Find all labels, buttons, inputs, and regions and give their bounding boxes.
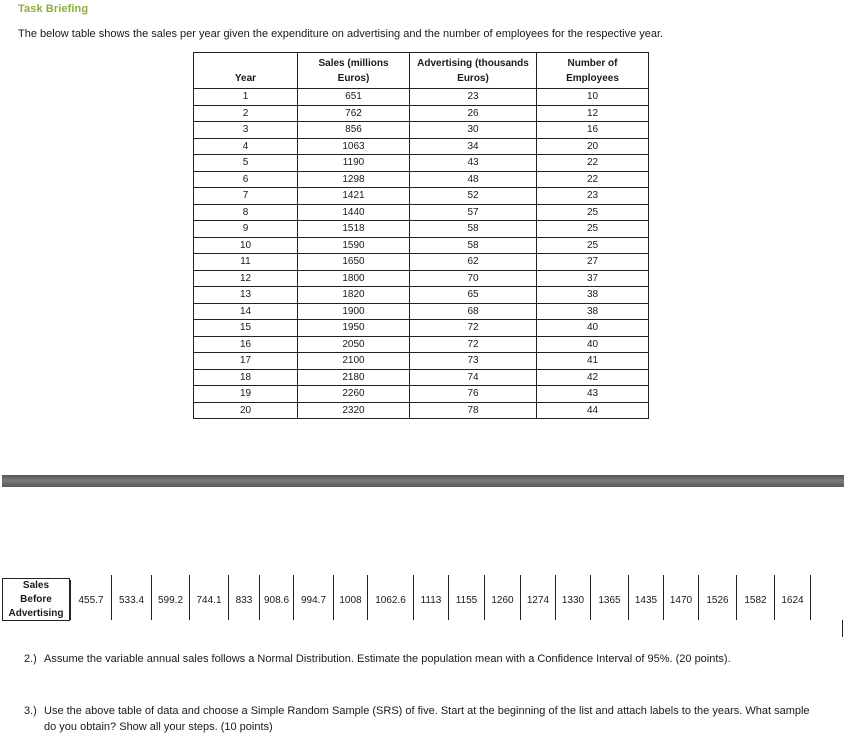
- table-row: [194, 221, 649, 238]
- advertising-cell: 58: [410, 221, 537, 238]
- sales-before-value: 1008: [334, 580, 368, 620]
- table-row: [194, 386, 649, 403]
- year-header-label: Year: [234, 73, 257, 84]
- table-row: [194, 155, 649, 172]
- question-3-text-line2: do you obtain? Show all your steps. (10 points): [44, 721, 273, 733]
- sales-cell: 1650: [298, 254, 410, 271]
- question-2: [24, 651, 731, 667]
- sales-before-value: 1155: [449, 580, 485, 620]
- question-2-text: Assume the variable annual sales follows a Normal Distribution. Estimate the population mean with a Confidence Interval of 95%. (20 points).: [44, 653, 731, 665]
- sales-header-line1: Sales (millions: [318, 57, 389, 69]
- employees-cell: 22: [537, 171, 649, 188]
- advertising-cell: 57: [410, 204, 537, 221]
- sales-cell: 1800: [298, 270, 410, 287]
- employees-cell: 38: [537, 303, 649, 320]
- table-row: [194, 270, 649, 287]
- question-2-number: 2.): [24, 653, 37, 665]
- employees-cell: 25: [537, 204, 649, 221]
- advertising-cell: 74: [410, 369, 537, 386]
- employees-cell: 44: [537, 402, 649, 419]
- sales-cell: 2180: [298, 369, 410, 386]
- table-row: [194, 369, 649, 386]
- employees-cell: 25: [537, 221, 649, 238]
- advertising-cell: 26: [410, 105, 537, 122]
- sales-before-value: 1624: [775, 580, 811, 620]
- sales-cell: 1298: [298, 171, 410, 188]
- year-cell: 14: [194, 303, 298, 320]
- year-cell: 17: [194, 353, 298, 370]
- table-row: [194, 303, 649, 320]
- table-row: [194, 353, 649, 370]
- employees-cell: 41: [537, 353, 649, 370]
- advertising-header-line2: Euros): [457, 72, 489, 84]
- table-row: [194, 188, 649, 205]
- year-cell: 19: [194, 386, 298, 403]
- advertising-cell: 62: [410, 254, 537, 271]
- sales-cell: 1820: [298, 287, 410, 304]
- year-header: [194, 53, 298, 89]
- sales-before-value: 1526: [699, 580, 737, 620]
- sales-before-value: 533.4: [112, 580, 152, 620]
- advertising-cell: 34: [410, 138, 537, 155]
- sales-label-line1: Sales: [22, 580, 50, 591]
- advertising-cell: 30: [410, 122, 537, 139]
- employees-cell: 22: [537, 155, 649, 172]
- year-cell: 16: [194, 336, 298, 353]
- year-cell: 7: [194, 188, 298, 205]
- employees-cell: 10: [537, 89, 649, 106]
- advertising-cell: 76: [410, 386, 537, 403]
- sales-label-line3: Advertising: [8, 608, 64, 619]
- question-3-text-line1: Use the above table of data and choose a Simple Random Sample (SRS) of five. Start at the beginning of the list and attach labels to the years. What sample: [44, 705, 810, 717]
- sales-label-line2: Before: [20, 594, 52, 605]
- table-row: [194, 237, 649, 254]
- table-row: [194, 287, 649, 304]
- employees-cell: 42: [537, 369, 649, 386]
- advertising-cell: 78: [410, 402, 537, 419]
- sales-cell: 1590: [298, 237, 410, 254]
- sales-cell: 651: [298, 89, 410, 106]
- sales-cell: 1190: [298, 155, 410, 172]
- sales-before-value: 1274: [521, 580, 556, 620]
- year-cell: 9: [194, 221, 298, 238]
- sales-before-value: 1062.6: [368, 580, 414, 620]
- table-row: [194, 122, 649, 139]
- employees-cell: 27: [537, 254, 649, 271]
- sales-before-value: 1260: [485, 580, 521, 620]
- sales-before-value: 1365: [591, 580, 629, 620]
- sales-before-value: 1470: [664, 580, 699, 620]
- table-row: [194, 204, 649, 221]
- advertising-header-line1: Advertising (thousands: [417, 57, 529, 69]
- sales-cell: 1063: [298, 138, 410, 155]
- year-cell: 20: [194, 402, 298, 419]
- intro-text: The below table shows the sales per year given the expenditure on advertising and the number of employees for the respective year.: [18, 28, 664, 40]
- year-cell: 4: [194, 138, 298, 155]
- advertising-cell: 72: [410, 320, 537, 337]
- employees-header-line2: Employees: [566, 72, 619, 84]
- employees-cell: 40: [537, 320, 649, 337]
- sales-cell: 1950: [298, 320, 410, 337]
- table-header-row: [194, 53, 649, 89]
- year-cell: 11: [194, 254, 298, 271]
- sales-data-table: [193, 52, 649, 419]
- sales-cell: 1900: [298, 303, 410, 320]
- advertising-cell: 68: [410, 303, 537, 320]
- advertising-cell: 73: [410, 353, 537, 370]
- table-row: [194, 336, 649, 353]
- employees-cell: 40: [537, 336, 649, 353]
- year-cell: 13: [194, 287, 298, 304]
- employees-cell: 12: [537, 105, 649, 122]
- sales-before-value: 744.1: [190, 580, 229, 620]
- employees-header: [537, 53, 649, 89]
- sales-cell: 1440: [298, 204, 410, 221]
- year-cell: 6: [194, 171, 298, 188]
- sales-header-line2: Euros): [337, 72, 370, 84]
- sales-cell: 2320: [298, 402, 410, 419]
- table-row: [194, 105, 649, 122]
- sales-header: [298, 53, 410, 89]
- advertising-cell: 72: [410, 336, 537, 353]
- employees-cell: 16: [537, 122, 649, 139]
- sales-before-advertising-label: [2, 578, 70, 621]
- sales-cell: 2100: [298, 353, 410, 370]
- sales-cell: 856: [298, 122, 410, 139]
- advertising-cell: 70: [410, 270, 537, 287]
- table-body: [194, 89, 649, 419]
- employees-cell: 20: [537, 138, 649, 155]
- row-end-tick: [842, 620, 843, 637]
- section-divider: [2, 475, 844, 487]
- sales-before-value: 1582: [737, 580, 775, 620]
- year-cell: 10: [194, 237, 298, 254]
- advertising-cell: 43: [410, 155, 537, 172]
- sales-cell: 1518: [298, 221, 410, 238]
- year-cell: 12: [194, 270, 298, 287]
- sales-before-value: 455.7: [70, 580, 112, 620]
- question-3-number: 3.): [24, 705, 37, 717]
- question-3: [24, 703, 834, 735]
- sales-before-value: 994.7: [294, 580, 334, 620]
- year-cell: 5: [194, 155, 298, 172]
- sales-before-value: 599.2: [152, 580, 190, 620]
- year-cell: 2: [194, 105, 298, 122]
- year-cell: 1: [194, 89, 298, 106]
- sales-cell: 762: [298, 105, 410, 122]
- table-row: [194, 320, 649, 337]
- advertising-cell: 23: [410, 89, 537, 106]
- sales-before-value: 1113: [414, 580, 449, 620]
- employees-header-line1: Number of: [567, 57, 618, 69]
- sales-before-value: 1330: [556, 580, 591, 620]
- employees-cell: 23: [537, 188, 649, 205]
- sales-before-value: 1435: [629, 580, 664, 620]
- advertising-cell: 58: [410, 237, 537, 254]
- advertising-header: [410, 53, 537, 89]
- year-cell: 18: [194, 369, 298, 386]
- table-row: [194, 138, 649, 155]
- employees-cell: 43: [537, 386, 649, 403]
- table-row: [194, 171, 649, 188]
- employees-cell: 37: [537, 270, 649, 287]
- year-cell: 15: [194, 320, 298, 337]
- sales-cell: 2050: [298, 336, 410, 353]
- advertising-cell: 65: [410, 287, 537, 304]
- advertising-cell: 48: [410, 171, 537, 188]
- task-briefing-heading: Task Briefing: [18, 3, 89, 15]
- sales-cell: 1421: [298, 188, 410, 205]
- table-row: [194, 402, 649, 419]
- employees-cell: 25: [537, 237, 649, 254]
- sales-before-value: 908.6: [260, 580, 294, 620]
- year-cell: 3: [194, 122, 298, 139]
- employees-cell: 38: [537, 287, 649, 304]
- table-row: [194, 89, 649, 106]
- advertising-cell: 52: [410, 188, 537, 205]
- year-cell: 8: [194, 204, 298, 221]
- sales-cell: 2260: [298, 386, 410, 403]
- sales-before-value: 833: [229, 580, 260, 620]
- sales-before-advertising-row: [70, 580, 811, 620]
- table-row: [194, 254, 649, 271]
